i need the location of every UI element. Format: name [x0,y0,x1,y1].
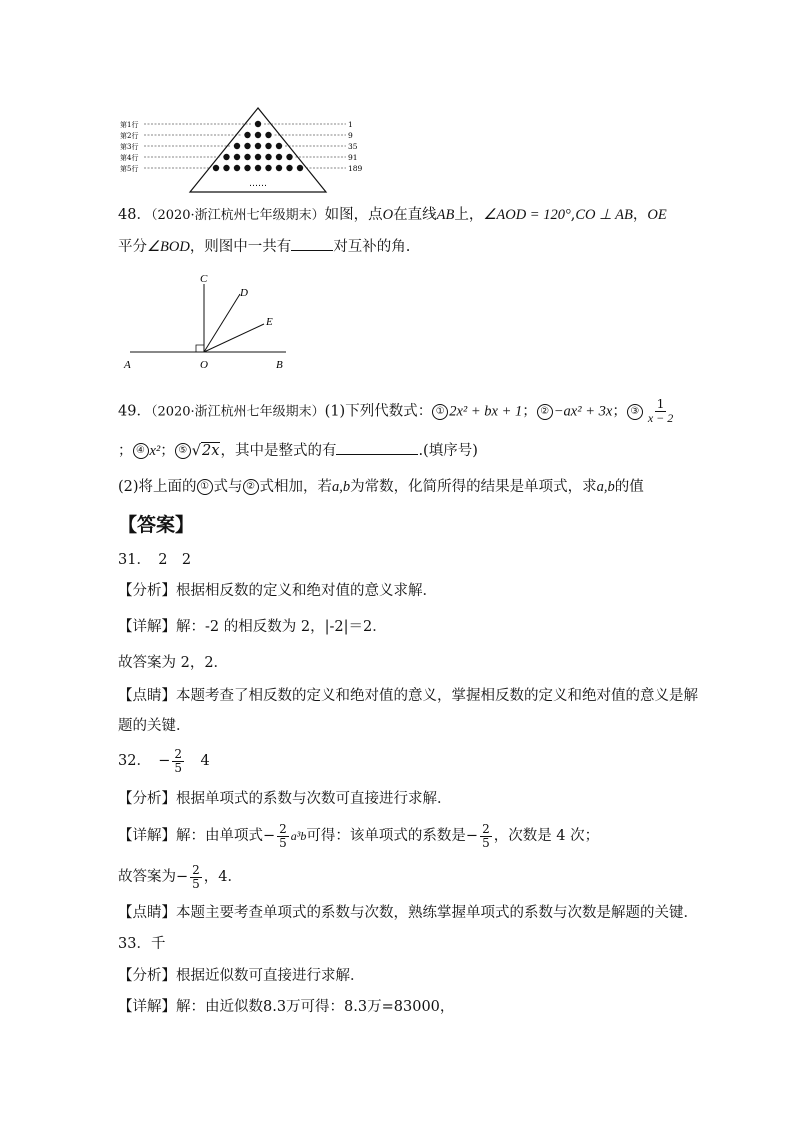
q48-text: 上， [454,207,484,223]
q49-text: 式相加，若 [259,479,333,495]
mono-fraction [277,823,289,850]
a32-comment [118,903,698,923]
right-angle-mark [196,345,204,352]
a33-analysis [118,966,365,986]
row-value: 91 [348,153,358,162]
label-e: E [266,316,273,328]
a31-final [118,653,228,673]
detail-text: 解：由近似数8.3万可得：8.3万=83000， [176,999,455,1015]
q48-text: 平分 [118,239,147,255]
answer-fraction [172,748,184,775]
row-value: 35 [348,142,358,151]
detail-tag: 【详解】 [118,828,176,844]
row-value: 189 [348,164,363,173]
q48-point-o: O [382,207,394,223]
dot [244,132,250,138]
analysis-text: 根据相反数的定义和绝对值的意义求解． [176,583,437,599]
final-answer: 故答案为 2，2． [118,655,229,671]
a31-comment [118,686,698,706]
fraction-numerator: 2 [482,821,490,836]
question-source: （2020·浙江杭州七年级期末） [150,404,325,420]
dot [244,154,250,160]
q49-expr-5: 2x [202,443,220,459]
comment-text: 本题主要考查单项式的系数与次数，熟练掌握单项式的系数与次数是解题的关键． [176,905,698,921]
answer-number: 31． [118,552,144,568]
detail-tag: 【详解】 [118,999,176,1015]
row-label: 第2行 [120,132,139,140]
final-fraction [190,864,202,891]
dot [276,165,282,171]
minus-sign: − [263,828,276,844]
fraction-denominator: 5 [482,835,490,850]
q48-text: 在直线 [393,207,437,223]
minus-sign: − [176,869,189,885]
fraction-denominator: 5 [174,760,182,775]
label-b: B [276,359,283,371]
answer-heading: 【答案】 [118,514,195,536]
q49-separator: ； [522,403,537,420]
q49-text: .(填序号) [418,443,478,459]
fraction-numerator: 2 [192,862,200,877]
dot [255,154,261,160]
dot [255,132,261,138]
dot [265,154,271,160]
q49-ab: a,b [332,479,351,495]
analysis-tag: 【分析】 [118,583,176,599]
answer-value: 千 [150,936,166,952]
a31-number-line [118,550,191,570]
q48-text: , [570,207,576,223]
label-o: O [200,359,208,371]
minus-sign: − [465,828,479,844]
dot [234,143,240,149]
answer-number: 32． [118,753,144,769]
answer-value: 2 2 [158,552,192,568]
dot [244,165,250,171]
circle-number-5: ⑤ [175,443,191,459]
label-c: C [200,273,208,285]
dot [213,165,219,171]
q49-text: 式与 [213,479,243,495]
a31-comment-cont [118,716,191,736]
q48-text: ， [632,207,648,223]
q48-angle-aod: ∠AOD = 120° [483,207,571,223]
dot [255,143,261,149]
q49-text: ，其中是整式的有 [220,443,337,459]
circle-number-1: ① [432,404,448,420]
sqrt-symbol: √ [191,443,202,459]
q48-angle-bod: ∠BOD [147,239,190,255]
detail-text: ，次数是 4 次； [493,828,600,844]
circle-number-2: ② [537,404,553,420]
q48-line1 [118,205,667,226]
q48-ray-oe: OE [647,207,667,223]
analysis-text: 根据单项式的系数与次数可直接进行求解． [176,791,452,807]
dot [265,143,271,149]
coef-fraction [480,823,492,850]
row-value: 1 [348,120,353,129]
question-number: 48． [118,207,151,223]
row-label: 第5行 [120,165,139,173]
analysis-tag: 【分析】 [118,791,176,807]
monomial: a³b [290,829,307,843]
fraction-numerator: 2 [279,821,287,836]
fraction-numerator: 1 [656,397,665,411]
q49-separator: ； [612,403,627,420]
q49-ab: a,b [596,479,615,495]
dot [223,154,229,160]
dot [286,165,292,171]
q48-line2 [118,237,410,257]
q49-text: 的值 [614,479,644,495]
dot [234,154,240,160]
detail-text: 解：-2 的相反数为 2，|-2|＝2． [176,619,387,635]
dot [276,143,282,149]
q49-line2 [118,441,478,461]
q48-angle-figure [118,272,298,372]
dot [265,132,271,138]
q49-expr-2: −ax² + 3x [553,403,613,420]
q49-line3 [118,477,644,497]
dot [244,143,250,149]
triangle-ellipsis: …… [249,179,267,189]
q48-text: 对互补的角. [333,239,411,255]
q49-text: (2)将上面的 [118,479,197,495]
row-label: 第3行 [120,143,139,151]
q48-perp: CO ⊥ AB [575,207,633,223]
q49-line1 [118,398,677,426]
minus-sign: − [158,753,171,769]
dot [265,165,271,171]
a31-detail [118,617,387,637]
question-number: 49． [118,403,151,420]
a33-number-line [118,934,165,954]
dot [234,165,240,171]
q49-separator: ； [118,443,133,459]
q49-separator: ； [160,443,175,459]
q48-line-ab: AB [436,207,455,223]
dot [297,165,303,171]
answer-blank [336,454,418,455]
fraction-denominator: 5 [192,876,200,891]
answer-blank [291,250,333,251]
q49-text: (1)下列代数式： [324,403,433,420]
comment-tag: 【点睛】 [118,905,176,921]
row-label: 第1行 [120,121,139,129]
analysis-tag: 【分析】 [118,968,176,984]
label-a: A [124,359,131,371]
dot [255,121,261,127]
comment-text: 题的关键． [118,718,191,734]
question-source: （2020·浙江杭州七年级期末） [150,208,325,223]
circle-number-1: ① [197,479,213,495]
q49-fraction [646,398,675,425]
final-text: 故答案为 [118,869,176,885]
triangle-dot-figure [118,104,368,196]
comment-text: 本题考查了相反数的定义和绝对值的意义，掌握相反数的定义和绝对值的意义是解 [176,688,698,704]
a33-detail [118,997,454,1017]
q49-text: 为常数，化简所得的结果是单项式，求 [350,479,597,495]
row-value: 9 [348,131,353,140]
a32-detail [118,820,599,852]
detail-text: 解：由单项式 [176,828,263,844]
dot [286,154,292,160]
circle-number-3: ③ [627,404,643,420]
circle-number-2: ② [243,479,259,495]
answer-number: 33． [118,936,151,952]
fraction-denominator: 5 [279,835,287,850]
a31-analysis [118,581,437,601]
dot [223,165,229,171]
row-label: 第4行 [120,154,139,162]
fraction-denominator: x − 2 [647,411,674,425]
circle-number-4: ④ [133,443,149,459]
detail-tag: 【详解】 [118,619,176,635]
a32-number-line [118,746,210,776]
label-d: D [240,287,248,299]
fraction-numerator: 2 [174,746,182,761]
a32-analysis [118,789,452,809]
q49-expr-4: x² [149,443,161,459]
q48-text: 如图，点 [324,207,383,223]
dot [255,165,261,171]
dot [276,154,282,160]
analysis-text: 根据近似数可直接进行求解． [176,968,365,984]
q49-expr-1: 2x² + bx + 1 [449,403,523,420]
q48-text: ，则图中一共有 [189,239,292,255]
comment-tag: 【点睛】 [118,688,176,704]
detail-text: 可得：该单项式的系数是 [306,828,466,844]
a32-final [118,861,242,893]
final-text: ，4． [203,869,243,885]
answer-value: 4 [200,753,210,769]
